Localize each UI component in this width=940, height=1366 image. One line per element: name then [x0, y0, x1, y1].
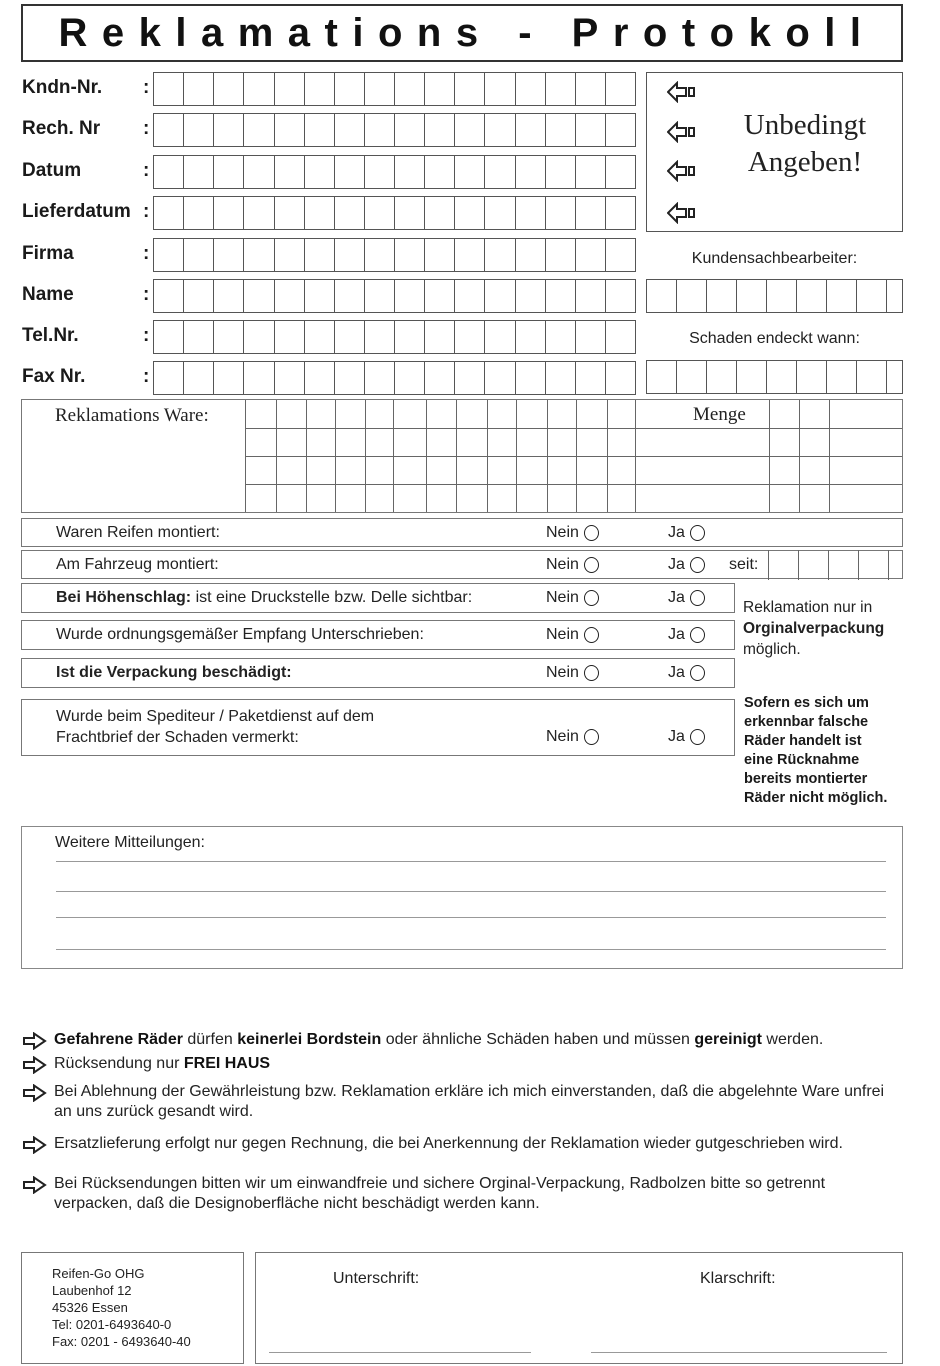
question-text-part: Waren Reifen montiert: [56, 524, 220, 541]
char-cell[interactable] [154, 73, 184, 105]
char-cell[interactable] [244, 239, 274, 271]
field-colon: : [143, 284, 150, 305]
question-text [56, 556, 219, 574]
char-cell[interactable] [576, 73, 606, 105]
char-cell[interactable] [395, 156, 425, 188]
print-name-line[interactable] [591, 1352, 887, 1353]
char-cell[interactable] [154, 321, 184, 353]
char-cell[interactable] [425, 73, 455, 105]
ja-radio[interactable] [690, 557, 705, 573]
schaden-date-label: Schaden endeckt wann: [689, 330, 860, 347]
char-cell[interactable] [154, 280, 184, 312]
char-cell[interactable] [797, 361, 827, 393]
char-cell[interactable] [829, 550, 859, 580]
char-cell[interactable] [425, 321, 455, 353]
required-notice: Unbedingt Angeben! [743, 109, 867, 178]
char-cell[interactable] [244, 321, 274, 353]
notice-item [22, 1030, 902, 1056]
ja-radio[interactable] [690, 665, 705, 681]
char-cell[interactable] [275, 197, 305, 229]
ware-table [21, 399, 903, 513]
left-arrow-icon [667, 160, 697, 182]
char-cell[interactable] [305, 239, 335, 271]
question-row [21, 550, 903, 579]
company-address-box [21, 1252, 244, 1364]
option-label: Nein [546, 556, 579, 573]
char-cell[interactable] [797, 280, 827, 312]
notice-text-part: Rücksendung nur [54, 1055, 184, 1072]
option-nein[interactable] [546, 556, 599, 574]
notice-item [22, 1174, 902, 1214]
option-label: Nein [546, 589, 579, 606]
question-row [21, 658, 735, 688]
char-cell[interactable] [305, 280, 335, 312]
char-cell[interactable] [546, 321, 576, 353]
field-colon: : [143, 77, 150, 98]
original-packaging-note: Reklamation nur in Orginalverpackung möglich. [743, 599, 885, 658]
notice-item [22, 1054, 902, 1080]
print-name-label: Klarschrift: [700, 1270, 776, 1287]
char-cell[interactable] [516, 197, 546, 229]
char-cell[interactable] [214, 197, 244, 229]
note-line: erkennbar falsche [744, 714, 869, 730]
char-cell[interactable] [425, 362, 455, 394]
seit-label: seit: [729, 556, 759, 573]
writing-line [56, 949, 886, 950]
question-bold-text: Ist die Verpackung beschädigt: [56, 664, 292, 681]
char-cell[interactable] [335, 73, 365, 105]
option-ja[interactable] [668, 524, 705, 542]
char-cell[interactable] [335, 280, 365, 312]
ja-radio[interactable] [690, 590, 705, 606]
char-cell[interactable] [365, 239, 395, 271]
char-cell[interactable] [275, 362, 305, 394]
char-box-input[interactable] [153, 113, 636, 147]
question-text [56, 706, 374, 748]
seit-date-field[interactable] [768, 550, 903, 580]
char-cell[interactable] [365, 321, 395, 353]
note-line: eine Rücknahme [744, 752, 860, 768]
char-cell[interactable] [606, 197, 635, 229]
option-label: Ja [668, 728, 685, 745]
char-cell[interactable] [859, 550, 889, 580]
field-colon: : [143, 243, 150, 264]
char-cell[interactable] [335, 156, 365, 188]
char-cell[interactable] [275, 321, 305, 353]
char-cell[interactable] [455, 197, 485, 229]
char-cell[interactable] [769, 550, 799, 580]
char-cell[interactable] [455, 321, 485, 353]
char-cell[interactable] [395, 73, 425, 105]
char-cell[interactable] [244, 197, 274, 229]
char-cell[interactable] [827, 361, 857, 393]
question-text [56, 626, 424, 644]
char-cell[interactable] [546, 197, 576, 229]
field-label: Fax Nr. [22, 366, 86, 387]
notice-text-part: werden. [761, 1031, 824, 1048]
char-cell[interactable] [425, 156, 455, 188]
char-cell[interactable] [606, 362, 635, 394]
nein-radio[interactable] [584, 627, 599, 643]
note-line: Räder nicht möglich. [744, 790, 888, 806]
char-cell[interactable] [365, 156, 395, 188]
option-ja[interactable] [668, 556, 705, 574]
grid-line [246, 456, 902, 457]
char-cell[interactable] [335, 321, 365, 353]
char-cell[interactable] [455, 114, 485, 146]
char-cell[interactable] [606, 156, 635, 188]
note-line: bereits montierter [744, 771, 868, 787]
field-label: Kndn-Nr. [22, 77, 103, 98]
question-row [21, 699, 735, 756]
char-cell[interactable] [275, 280, 305, 312]
nein-radio[interactable] [584, 557, 599, 573]
ja-radio[interactable] [690, 729, 705, 745]
char-cell[interactable] [485, 239, 515, 271]
field-label: Rech. Nr [22, 118, 101, 139]
char-cell[interactable] [244, 156, 274, 188]
char-cell[interactable] [305, 73, 335, 105]
char-cell[interactable] [154, 362, 184, 394]
option-label: Ja [668, 524, 685, 541]
notice-text-part: Bei Ablehnung der Gewährleistung bzw. Reklamation erkläre ich mich einverstanden, daß die abgelehnte Ware unfrei an uns zurück gesandt wird. [54, 1083, 889, 1120]
char-cell[interactable] [305, 197, 335, 229]
left-arrow-icon [667, 121, 697, 143]
field-label: Datum [22, 160, 82, 181]
char-cell[interactable] [576, 280, 606, 312]
notice-text-part: dürfen [182, 1031, 238, 1048]
char-cell[interactable] [576, 362, 606, 394]
char-cell[interactable] [516, 114, 546, 146]
char-cell[interactable] [214, 156, 244, 188]
char-cell[interactable] [305, 156, 335, 188]
char-cell[interactable] [455, 239, 485, 271]
char-cell[interactable] [154, 197, 184, 229]
char-cell[interactable] [365, 362, 395, 394]
notice-text-part: oder ähnliche Schäden haben und müssen [381, 1031, 695, 1048]
char-cell[interactable] [335, 239, 365, 271]
required-info-box [646, 72, 903, 232]
char-cell[interactable] [184, 321, 214, 353]
field-label: Firma [22, 243, 74, 264]
char-cell[interactable] [889, 550, 903, 580]
char-cell[interactable] [516, 362, 546, 394]
char-cell[interactable] [546, 156, 576, 188]
menge-label: Menge [693, 404, 746, 425]
option-nein[interactable] [546, 524, 599, 542]
signature-label: Unterschrift: [333, 1270, 420, 1287]
field-label: Tel.Nr. [22, 325, 79, 346]
ja-radio[interactable] [690, 525, 705, 541]
char-cell[interactable] [546, 239, 576, 271]
question-text [56, 664, 292, 682]
char-cell[interactable] [305, 114, 335, 146]
char-box-input[interactable] [153, 155, 636, 189]
char-cell[interactable] [214, 362, 244, 394]
notice-emphasis: gereinigt [694, 1031, 762, 1048]
char-cell[interactable] [244, 114, 274, 146]
char-cell[interactable] [887, 361, 902, 393]
char-cell[interactable] [485, 114, 515, 146]
notice-text [54, 1030, 899, 1056]
char-cell[interactable] [516, 156, 546, 188]
char-cell[interactable] [184, 197, 214, 229]
field-label: Name [22, 284, 74, 305]
char-cell[interactable] [857, 280, 887, 312]
char-cell[interactable] [606, 280, 635, 312]
left-arrow-icon [667, 81, 697, 103]
char-cell[interactable] [485, 73, 515, 105]
question-text [56, 524, 220, 542]
option-nein[interactable] [546, 728, 599, 746]
right-arrow-icon [22, 1054, 54, 1080]
option-label: Nein [546, 626, 579, 643]
notice-text [54, 1054, 899, 1080]
char-cell[interactable] [516, 280, 546, 312]
question-text-part: ist eine Druckstelle bzw. Delle sichtbar: [191, 589, 473, 606]
char-cell[interactable] [546, 362, 576, 394]
char-cell[interactable] [516, 73, 546, 105]
char-cell[interactable] [275, 239, 305, 271]
field-colon: : [143, 118, 150, 139]
char-cell[interactable] [395, 197, 425, 229]
ware-label: Reklamations Ware: [55, 405, 209, 426]
char-box-input[interactable] [153, 320, 636, 354]
wrong-wheels-note [744, 694, 924, 808]
sachbearbeiter-label: Kundensachbearbeiter: [691, 250, 858, 267]
char-box-input[interactable] [153, 238, 636, 272]
field-label: Lieferdatum [22, 201, 131, 222]
writing-line [56, 891, 886, 892]
char-cell[interactable] [425, 197, 455, 229]
char-cell[interactable] [154, 156, 184, 188]
char-cell[interactable] [365, 197, 395, 229]
char-cell[interactable] [275, 114, 305, 146]
note-line: Sofern es sich um [744, 695, 869, 711]
option-ja[interactable] [668, 664, 705, 682]
char-cell[interactable] [767, 280, 797, 312]
right-arrow-icon [22, 1174, 54, 1214]
char-cell[interactable] [305, 362, 335, 394]
char-cell[interactable] [606, 114, 635, 146]
question-text-part: Frachtbrief der Schaden vermerkt: [56, 729, 299, 746]
char-cell[interactable] [154, 114, 184, 146]
question-text [56, 589, 472, 607]
char-cell[interactable] [425, 114, 455, 146]
char-cell[interactable] [214, 114, 244, 146]
char-cell[interactable] [214, 73, 244, 105]
char-cell[interactable] [244, 362, 274, 394]
char-box-input[interactable] [153, 72, 636, 106]
char-cell[interactable] [365, 73, 395, 105]
char-cell[interactable] [455, 280, 485, 312]
option-nein[interactable] [546, 589, 599, 607]
question-row [21, 583, 735, 613]
char-cell[interactable] [576, 114, 606, 146]
question-text-part: Am Fahrzeug montiert: [56, 556, 219, 573]
question-text-part: Wurde beim Spediteur / Paketdienst auf dem [56, 708, 375, 725]
char-cell[interactable] [737, 361, 767, 393]
char-cell[interactable] [395, 362, 425, 394]
field-colon: : [143, 366, 150, 387]
char-cell[interactable] [184, 280, 214, 312]
question-bold-text: Bei Höhenschlag: [56, 589, 192, 606]
char-cell[interactable] [767, 361, 797, 393]
char-cell[interactable] [576, 239, 606, 271]
char-cell[interactable] [677, 280, 707, 312]
option-label: Nein [546, 728, 579, 745]
char-cell[interactable] [516, 239, 546, 271]
option-ja[interactable] [668, 728, 705, 746]
option-label: Ja [668, 626, 685, 643]
mitteilungen-box[interactable] [21, 826, 903, 969]
char-cell[interactable] [275, 73, 305, 105]
char-cell[interactable] [677, 361, 707, 393]
char-cell[interactable] [335, 197, 365, 229]
sachbearbeiter-field[interactable] [646, 279, 903, 313]
char-box-input[interactable] [153, 279, 636, 313]
char-cell[interactable] [305, 321, 335, 353]
signature-box [255, 1252, 903, 1364]
char-cell[interactable] [395, 114, 425, 146]
notice-text [54, 1134, 899, 1160]
char-cell[interactable] [154, 239, 184, 271]
notice-emphasis: FREI HAUS [183, 1055, 271, 1072]
char-cell[interactable] [647, 361, 677, 393]
char-cell[interactable] [857, 361, 887, 393]
option-nein[interactable] [546, 626, 599, 644]
char-cell[interactable] [546, 280, 576, 312]
char-cell[interactable] [184, 156, 214, 188]
char-cell[interactable] [707, 361, 737, 393]
char-cell[interactable] [546, 73, 576, 105]
notice-text-part: Ersatzlieferung erfolgt nur gegen Rechnung, die bei Anerkennung der Reklamation wieder gutgeschrieben wird. [54, 1135, 843, 1152]
char-cell[interactable] [485, 362, 515, 394]
char-box-input[interactable] [153, 196, 636, 230]
char-cell[interactable] [485, 321, 515, 353]
nein-radio[interactable] [584, 729, 599, 745]
field-colon: : [143, 160, 150, 181]
char-cell[interactable] [365, 114, 395, 146]
nein-radio[interactable] [584, 665, 599, 681]
char-cell[interactable] [887, 280, 902, 312]
question-row [21, 518, 903, 547]
char-cell[interactable] [799, 550, 829, 580]
char-cell[interactable] [455, 73, 485, 105]
char-cell[interactable] [395, 280, 425, 312]
field-colon: : [143, 325, 150, 346]
right-arrow-icon [22, 1134, 54, 1160]
char-cell[interactable] [546, 114, 576, 146]
char-cell[interactable] [395, 321, 425, 353]
char-box-input[interactable] [153, 361, 636, 395]
char-cell[interactable] [184, 114, 214, 146]
signature-line[interactable] [269, 1352, 531, 1353]
question-text-part: Wurde ordnungsgemäßer Empfang Unterschrieben: [56, 626, 424, 643]
option-label: Ja [668, 664, 685, 681]
char-cell[interactable] [485, 197, 515, 229]
notice-item [22, 1134, 902, 1160]
option-ja[interactable] [668, 626, 705, 644]
char-cell[interactable] [184, 73, 214, 105]
char-cell[interactable] [275, 156, 305, 188]
notice-text [54, 1082, 899, 1122]
page-title: Reklamations - Protokoll [58, 10, 876, 55]
field-colon: : [143, 201, 150, 222]
char-cell[interactable] [576, 156, 606, 188]
char-cell[interactable] [335, 362, 365, 394]
char-cell[interactable] [737, 280, 767, 312]
notice-text [54, 1174, 899, 1214]
option-label: Ja [668, 556, 685, 573]
grid-line [246, 428, 902, 429]
char-cell[interactable] [214, 239, 244, 271]
right-arrow-icon [22, 1030, 54, 1056]
char-cell[interactable] [606, 239, 635, 271]
option-label: Ja [668, 589, 685, 606]
option-nein[interactable] [546, 664, 599, 682]
char-cell[interactable] [576, 321, 606, 353]
company-address: Reifen-Go OHG Laubenhof 12 45326 Essen Tel: 0201-6493640-0 Fax: 0201 - 6493640-40 [52, 1266, 191, 1349]
char-cell[interactable] [395, 239, 425, 271]
option-label: Nein [546, 664, 579, 681]
right-arrow-icon [22, 1082, 54, 1122]
note-line: Räder handelt ist [744, 733, 862, 749]
char-cell[interactable] [647, 280, 677, 312]
char-cell[interactable] [485, 156, 515, 188]
char-cell[interactable] [335, 114, 365, 146]
char-cell[interactable] [827, 280, 857, 312]
char-cell[interactable] [425, 239, 455, 271]
mitteilungen-label: Weitere Mitteilungen: [55, 834, 205, 851]
notice-text-part: Bei Rücksendungen bitten wir um einwandfreie und sichere Orginal-Verpackung, Radbolzen bitte so getrennt verpacken, daß die Designoberfläche nicht beschädigt werden kann. [54, 1175, 830, 1212]
char-cell[interactable] [455, 156, 485, 188]
notice-item [22, 1082, 902, 1122]
char-cell[interactable] [516, 321, 546, 353]
schaden-date-field[interactable] [646, 360, 903, 394]
nein-radio[interactable] [584, 590, 599, 606]
option-label: Nein [546, 524, 579, 541]
notice-emphasis: keinerlei Bordstein [237, 1031, 382, 1048]
option-ja[interactable] [668, 589, 705, 607]
char-cell[interactable] [707, 280, 737, 312]
char-cell[interactable] [244, 73, 274, 105]
char-cell[interactable] [576, 197, 606, 229]
nein-radio[interactable] [584, 525, 599, 541]
left-arrow-icon [667, 202, 697, 224]
char-cell[interactable] [214, 321, 244, 353]
char-cell[interactable] [214, 280, 244, 312]
grid-line [246, 484, 902, 485]
writing-line [56, 861, 886, 862]
char-cell[interactable] [485, 280, 515, 312]
char-cell[interactable] [606, 321, 635, 353]
char-cell[interactable] [455, 362, 485, 394]
char-cell[interactable] [184, 239, 214, 271]
writing-line [56, 917, 886, 918]
char-cell[interactable] [184, 362, 214, 394]
title-box [21, 4, 903, 62]
char-cell[interactable] [606, 73, 635, 105]
notice-emphasis: Gefahrene Räder [54, 1031, 183, 1048]
char-cell[interactable] [244, 280, 274, 312]
ja-radio[interactable] [690, 627, 705, 643]
question-row [21, 620, 735, 650]
char-cell[interactable] [425, 280, 455, 312]
ware-grid[interactable] [245, 400, 902, 512]
char-cell[interactable] [365, 280, 395, 312]
